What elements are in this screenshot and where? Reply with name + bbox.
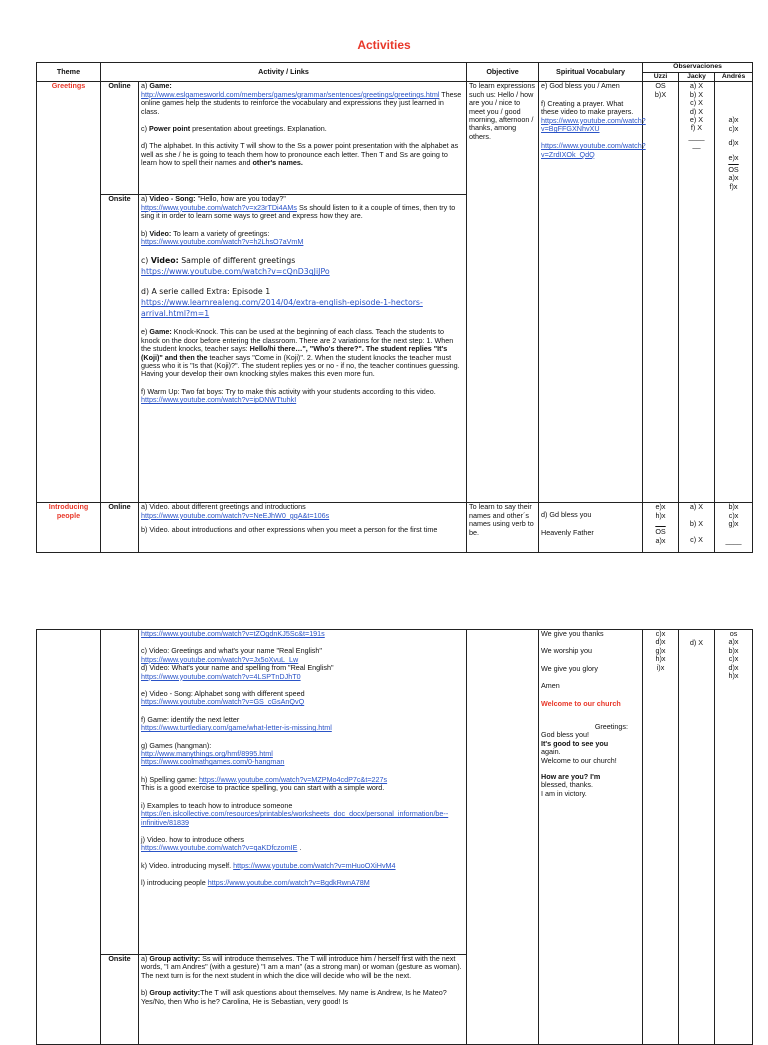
vocab-text: We worship you	[541, 646, 593, 656]
greetings-online-activities	[139, 82, 467, 195]
vocab-text: blessed, thanks.	[541, 780, 593, 790]
link-introduce-others[interactable]: https://www.youtube.com/watch?v=qaKDfczomIE	[141, 843, 298, 853]
item-text: h) Spelling game:	[141, 774, 199, 784]
obs-mark: $\overline{OS}$	[655, 527, 666, 537]
obs-mark: b) X	[689, 518, 704, 528]
obs-andres-greetings	[715, 82, 753, 503]
vocab-text: We give you glory	[541, 663, 598, 673]
obs-mark: d)x	[728, 138, 739, 148]
vocab-text: How are you? I'm	[541, 772, 601, 782]
introducing-online-activities	[139, 503, 467, 553]
header-jacky: Jacky	[679, 73, 715, 82]
item-title: Video:	[149, 228, 172, 238]
obs-mark: c)x	[728, 123, 739, 133]
item-title: Video - Song:	[149, 194, 196, 204]
obs-mark: ____	[688, 131, 705, 141]
item-prefix: a)	[141, 194, 150, 204]
item-text: g) Games (hangman):	[141, 740, 212, 750]
header-vocab: Spiritual Vocabulary	[539, 63, 643, 82]
item-prefix: a)	[141, 81, 150, 91]
obs-mark: os	[729, 629, 738, 638]
item-text: These online games help the students to reinforce the vocabulary and expressions they just learned in class.	[141, 89, 462, 116]
greetings-onsite-activities	[139, 195, 467, 503]
mode-online: Online	[101, 82, 139, 195]
item-text: Sample of different greetings	[178, 256, 296, 266]
theme-introducing-people: Introducing people	[37, 503, 101, 553]
item-text: This is a good exercise to practice spelling, you can start with a simple word.	[141, 783, 385, 793]
item-text: b) Video. about introductions and other expressions when you meet a person for the first time	[141, 525, 438, 535]
item-title: other's names.	[252, 158, 303, 168]
obs-mark: OS	[655, 81, 666, 91]
obs-mark: f)x	[729, 181, 738, 191]
item-text: f) Game: identify the next letter	[141, 714, 240, 724]
item-prefix: e)	[141, 327, 150, 337]
introducing-online-activities-continued: https://www.youtube.com/watch?v=tZOgdnKJ5Sc&t=191s c) Video: Greetings and what's your name "Real English" https://www.youtube.com/watch?v=Jx5oXvuL_Lw d) Video: What's your name and spelling from "Real English" https://www.youtube.com/watch?v=4LSPTnDJhT0 e) Video - Song: Alphabet song with different speed https://www.youtube.com/watch?v=GS_cGsAnQvQ f) Game: identify the next letter https://www.turtlediary.com/game/what-letter-is-missing.html g) Games (hangman): http://www.manythings.org/hmf/8995.html https://www.coolmathgames.com/0-hangman h) Spelling game: https://www.youtube.com/watch?v=MZPMo4cdP7c&t=227s This is a good exercise to practice spelling, you can start with a simple word. i) Examples to teach how to introduce someone https://en.islcollective.com/resources/printables/worksheets_doc_docx/personal_information/be--infinitive/81839 j) Video. how to introduce others https://www.youtube.com/watch?v=qaKDfczomIE . k) Video. introducing myself. https://www.youtube.com/watch?v=mHuoOXiHvM4 l) introducing people https://www.youtube.com/watch?v=BgdkRwnA78M	[139, 630, 467, 955]
link-intro-video[interactable]: https://www.youtube.com/watch?v=NeEJhW0_gqA&t=106s	[141, 510, 330, 520]
obs-mark: d) X	[689, 638, 704, 647]
obs-mark: a)x	[655, 535, 666, 545]
item-text-bold: Hello/hi there…", "Who's there?". The student replies "It's (Koji)" and then the	[141, 344, 448, 362]
obs-mark: c)x	[655, 629, 666, 638]
item-text: e) Video - Song: Alphabet song with different speed	[141, 689, 305, 699]
obs-mark: h)x	[655, 654, 666, 664]
header-uzzi: Uzzi	[643, 73, 679, 82]
obs-jacky-page2	[679, 630, 715, 1045]
vocab-text: Amen	[541, 681, 560, 691]
link-hello-song[interactable]: https://www.youtube.com/watch?v=x23rTDi4AMs	[141, 202, 297, 212]
obs-mark: c) X	[690, 98, 703, 108]
vocab-text: Greetings:	[594, 722, 628, 732]
header-andres: Andrés	[715, 73, 753, 82]
vocab-text: God bless you!	[541, 730, 589, 740]
vocab-text: We give you thanks	[541, 629, 604, 638]
item-text: f) Warm Up: Two fat boys: Try to make this activity with your students according to this video.	[141, 386, 436, 396]
link-coolmath-hangman[interactable]: https://www.coolmathgames.com/0-hangman	[141, 757, 285, 767]
activities-table-page-1	[36, 62, 753, 553]
theme-greetings: Greetings	[37, 82, 101, 503]
link-islcollective[interactable]: https://en.islcollective.com/resources/printables/worksheets_doc_docx/personal_information/be--infinitive/81839	[141, 809, 449, 827]
theme-cell-empty	[37, 630, 101, 1045]
item-text: a) Video. about different greetings and introductions	[141, 502, 306, 512]
greetings-vocab	[539, 81, 646, 503]
mode-onsite: Onsite	[101, 955, 139, 1045]
link-introducing-myself[interactable]: https://www.youtube.com/watch?v=mHuoOXiHvM4	[233, 860, 396, 870]
obs-mark: __	[692, 140, 701, 150]
obs-mark: d)x	[728, 662, 739, 672]
link-prayer-video[interactable]: https://www.youtube.com/watch?v=BgFFGXNhvXU	[541, 115, 646, 134]
link-esl-games[interactable]: http://www.eslgamesworld.com/members/games/grammar/sentences/greetings/greetings.html	[141, 89, 440, 99]
obs-mark: c)x	[728, 510, 739, 520]
item-text: presentation about greetings. Explanation.	[190, 124, 327, 134]
introducing-objective: To learn to say their names and other´s names using verb to be.	[467, 503, 539, 553]
item-text: Ss should listen to it a couple of times, then try to sing it in order to learn some ways to greet and express how they are.	[141, 202, 456, 221]
item-text: "Hello, how are you today?"	[195, 194, 286, 204]
vocab-highlight: Welcome to our church	[541, 698, 621, 708]
vocab-text: e) God bless you / Amen	[541, 81, 620, 91]
item-text: To learn a variety of greetings:	[171, 228, 270, 238]
obs-uzzi-greetings	[643, 82, 679, 503]
obs-mark: i)x	[656, 662, 665, 672]
link-two-fat-boys[interactable]: https://www.youtube.com/watch?v=ipDNWTtuhkI	[141, 395, 297, 405]
obs-mark: b) X	[689, 89, 704, 99]
item-title: Group activity:	[149, 954, 201, 963]
obs-mark: a)x	[728, 173, 739, 183]
link-alphabet-song[interactable]: https://www.youtube.com/watch?v=GS_cGsAnQvQ	[141, 697, 305, 707]
mode-online: Online	[101, 503, 139, 553]
header-theme: Theme	[37, 63, 101, 82]
obs-mark: b)x	[728, 645, 739, 655]
obs-mark: $\overline{OS}$	[728, 165, 739, 175]
link-greetings-video[interactable]: https://www.youtube.com/watch?v=h2LhsO7aVmM	[141, 237, 304, 247]
obs-mark: g)x	[655, 645, 666, 655]
obs-mark: d) X	[689, 106, 704, 116]
obs-mark: a) X	[689, 81, 704, 91]
obs-mark: c) X	[690, 535, 703, 545]
item-title: Power point	[148, 124, 191, 134]
vocab-text: f) Creating a prayer. What these video to make prayers.	[541, 98, 634, 117]
item-prefix: b)	[141, 988, 150, 998]
link-turtle-diary[interactable]: https://www.turtlediary.com/game/what-letter-is-missing.html	[141, 723, 332, 733]
obs-mark: a)x	[728, 637, 739, 647]
vocab-text: Welcome to our church!	[541, 755, 617, 765]
obs-mark: a)x	[728, 115, 739, 125]
link-different-greetings[interactable]: https://www.youtube.com/watch?v=cQnD3qJiJPo	[141, 267, 330, 277]
obs-uzzi-page2	[643, 630, 679, 1045]
item-text: j) Video. how to introduce others	[141, 834, 244, 844]
header-activity: Activity / Links	[101, 63, 467, 82]
obs-mark: g)x	[728, 519, 739, 529]
item-prefix: b)	[141, 228, 150, 238]
obs-mark: ____	[725, 535, 742, 545]
obs-mark: d)x	[655, 637, 666, 647]
obs-mark: b)x	[728, 502, 739, 512]
obs-mark: e)x	[728, 152, 739, 162]
item-text: The T will ask questions about themselves. My name is Andrew, Is he Mateo? Yes/No, then Who is he? Carolina, He is Sebastian, very good! Is	[141, 988, 447, 1006]
obs-andres-page2	[715, 630, 753, 1045]
mode-cell-empty	[101, 630, 139, 955]
obs-jacky-greetings	[679, 82, 715, 503]
activities-table-page-2	[36, 629, 753, 1045]
vocab-text: It's good to see you	[541, 738, 609, 748]
item-text: Knock-Knock. This can be used at the beginning of each class. Teach the students to knock on the door before entering the classroom. There are 2 variations for the next step: 1. When the student knocks, teacher says:	[141, 327, 454, 354]
vocab-text: d) Gd bless you	[541, 510, 592, 520]
item-text: Ss will introduce themselves. The T will introduce him / herself first with the next words, "I am Andres" (with a gesture) "I am a man" (as a strong man) or woman (gesture as woman). The next turn is for the next student in which the dice will decide who will be the next.	[141, 954, 462, 980]
header-objective: Objective	[467, 63, 539, 82]
item-title: Video:	[150, 256, 179, 266]
obs-mark: e) X	[689, 115, 704, 125]
obs-mark: h)x	[655, 510, 666, 520]
mode-onsite: Onsite	[101, 195, 139, 503]
item-text: teacher says "Come in (Koji)". 2. When the student knocks the teacher must guess who it is "Is that (Koji)?". The student replies yes or no - if no, the teacher continues guessing. Having your develop their own knocking styles makes this even more fun.	[141, 352, 460, 379]
header-observaciones: Observaciones	[643, 63, 753, 73]
obs-mark: f) X	[690, 123, 703, 133]
vocab-text: Heavenly Father	[541, 527, 594, 537]
vocab-text: I am in victory.	[541, 788, 587, 798]
item-text: d) The alphabet. In this activity T will show to the Ss a power point presentation with the alphabet as well as she / he is going to teach them how to pronounce each letter. Then T and Ss are going to learn how to spell their names and	[141, 141, 459, 168]
link-introducing-people[interactable]: https://www.youtube.com/watch?v=BgdkRwnA78M	[207, 878, 370, 888]
obs-andres-introducing	[715, 503, 753, 553]
link-real-english-2[interactable]: https://www.youtube.com/watch?v=4LSPTnDJhT0	[141, 671, 301, 681]
item-text: d) Video: What's your name and spelling from "Real English"	[141, 663, 334, 673]
obs-mark: e)x	[655, 502, 666, 512]
greetings-objective: To learn expressions such us: Hello / how are you / nice to meet you / good morning, afternoon / thanks, among others.	[467, 82, 539, 503]
obs-uzzi-introducing	[643, 503, 679, 553]
link-intro-video-2[interactable]: https://www.youtube.com/watch?v=tZOgdnKJ5Sc&t=191s	[141, 629, 325, 638]
vocab-text: again.	[541, 747, 561, 757]
introducing-onsite-activities	[139, 955, 467, 1045]
link-extra-episode[interactable]: https://www.learnrealeng.com/2014/04/extra-english-episode-1-hectors-arrival.html?m=1	[141, 298, 423, 319]
item-title: Game:	[149, 327, 172, 337]
item-text: k) Video. introducing myself.	[141, 860, 234, 870]
obs-mark: a) X	[689, 502, 704, 512]
item-prefix: c)	[141, 256, 151, 266]
introducing-vocab	[539, 503, 643, 553]
page2-vocab	[539, 630, 643, 1045]
item-text: i) Examples to teach how to introduce someone	[141, 800, 293, 810]
obs-mark: c)x	[728, 654, 739, 664]
obs-mark: b)X	[654, 89, 667, 99]
obs-mark: h)x	[728, 671, 739, 681]
item-text: l) introducing people	[141, 878, 208, 888]
link-manythings-hangman[interactable]: http://www.manythings.org/hmf/8995.html	[141, 749, 273, 759]
item-text: c) Video: Greetings and what's your name "Real English"	[141, 646, 322, 656]
obs-jacky-introducing	[679, 503, 715, 553]
objective-cell-empty	[467, 630, 539, 1045]
link-real-english-1[interactable]: https://www.youtube.com/watch?v=Jx5oXvuL_Lw	[141, 654, 299, 664]
item-text: d) A serie called Extra: Episode 1	[141, 287, 271, 297]
link-spelling-game[interactable]: https://www.youtube.com/watch?v=MZPMo4cdP7c&t=227s	[198, 774, 388, 784]
item-title: Game:	[149, 81, 172, 91]
item-prefix: c)	[141, 124, 149, 134]
item-title: Group activity:	[149, 988, 201, 998]
link-prayer-video-2[interactable]: https://www.youtube.com/watch?v=ZrdIXOk_QdQ	[541, 141, 646, 159]
item-prefix: a)	[141, 954, 150, 963]
page-title: Activities	[357, 38, 411, 52]
